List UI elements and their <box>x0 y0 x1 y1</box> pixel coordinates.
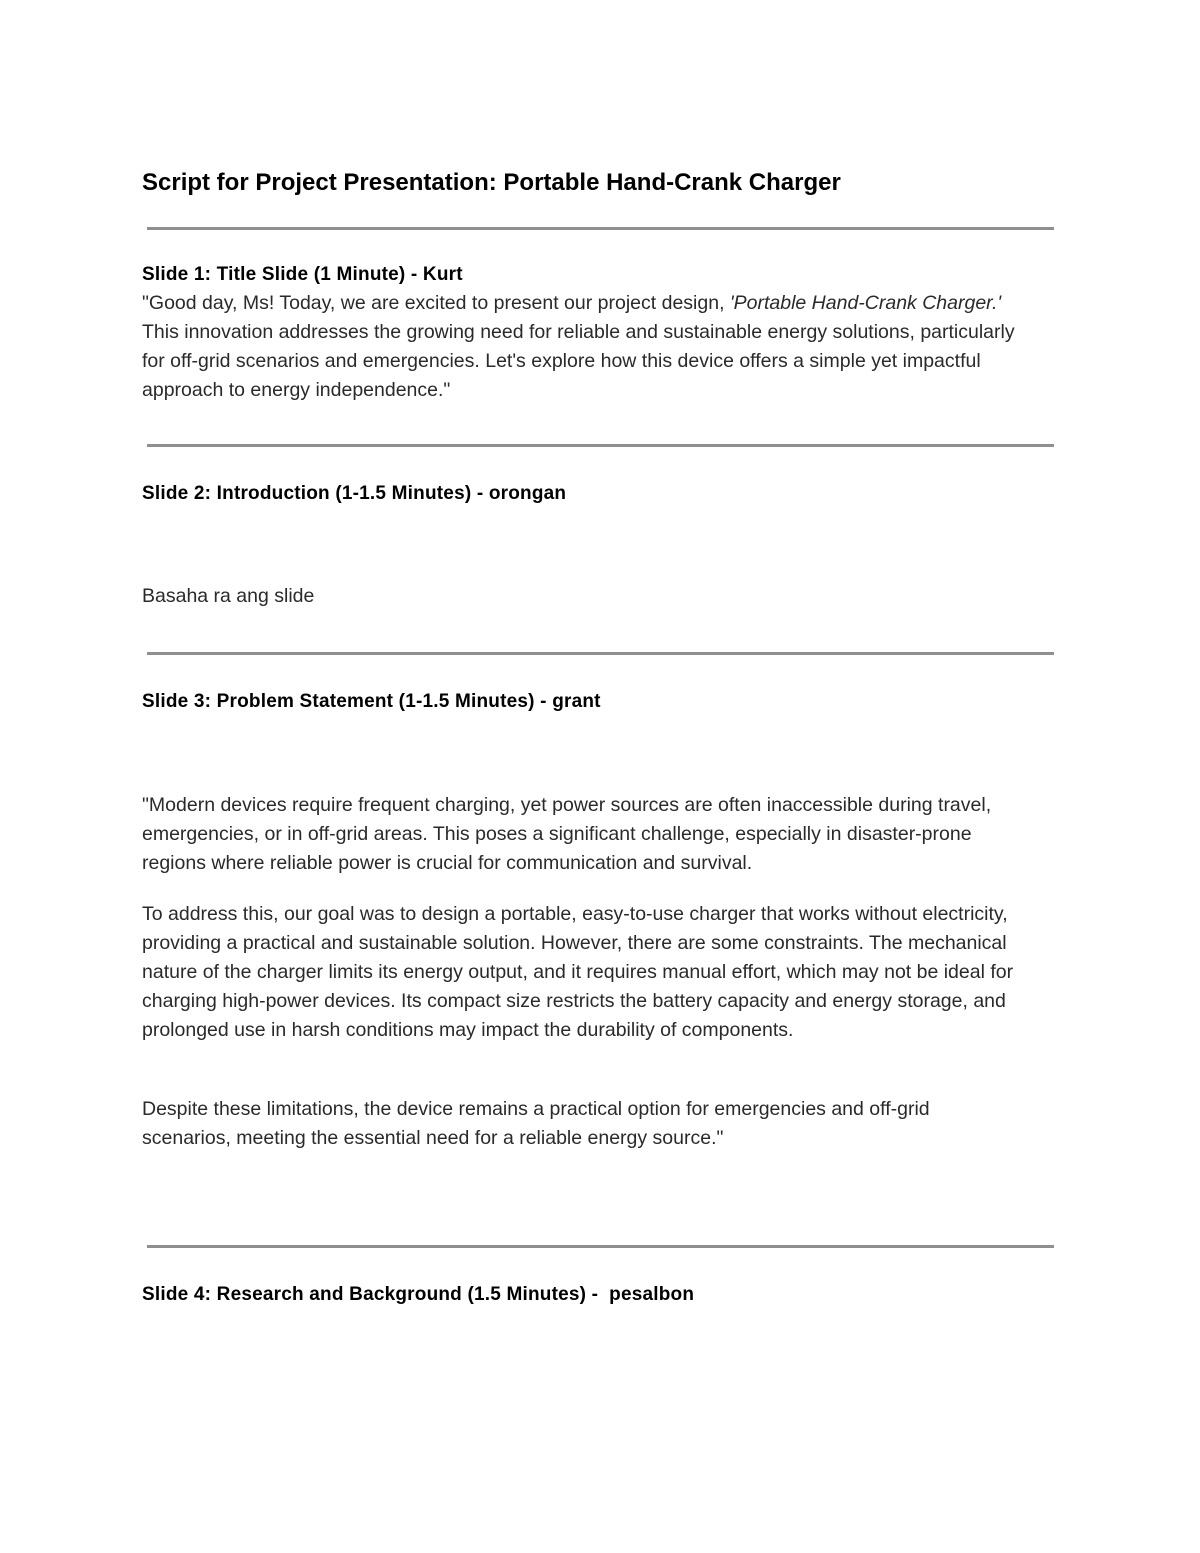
slide-1-heading: Slide 1: Title Slide (1 Minute) - Kurt <box>142 264 463 285</box>
slide-3-paragraph-1: "Modern devices require frequent charging, yet power sources are often inaccessible during travel, emergencies, or in off-grid areas. This poses a significant challenge, especially in disaster-prone regions where reliable power is crucial for communication and survival. <box>142 794 992 874</box>
horizontal-rule <box>147 227 1054 230</box>
slide-1-body-lead: "Good day, Ms! Today, we are excited to present our project design, <box>142 292 730 314</box>
slide-3-heading: Slide 3: Problem Statement (1-1.5 Minutes) - grant <box>142 691 601 712</box>
slide-1-body <box>142 289 1022 405</box>
horizontal-rule <box>147 444 1054 447</box>
slide-1-body-rest: This innovation addresses the growing need for reliable and sustainable energy solutions, particularly for off-grid scenarios and emergencies. Let's explore how this device offers a simple yet impactful approach to energy independence." <box>142 321 1015 401</box>
slide-2-body: Basaha ra ang slide <box>142 585 315 607</box>
horizontal-rule <box>147 652 1054 655</box>
document-title: Script for Project Presentation: Portable Hand-Crank Charger <box>142 169 841 196</box>
slide-2-heading: Slide 2: Introduction (1-1.5 Minutes) - orongan <box>142 483 567 504</box>
slide-4-heading: Slide 4: Research and Background (1.5 Minutes) - pesalbon <box>142 1284 695 1305</box>
slide-3-paragraph-3: Despite these limitations, the device remains a practical option for emergencies and off-grid scenarios, meeting the essential need for a reliable energy source." <box>142 1098 930 1149</box>
slide-1-project-name: 'Portable Hand-Crank Charger.' <box>729 292 1002 314</box>
horizontal-rule <box>147 1245 1054 1248</box>
slide-3-paragraph-2: To address this, our goal was to design a portable, easy-to-use charger that works without electricity, providing a practical and sustainable solution. However, there are some constraints. The mechanical nature of the charger limits its energy output, and it requires manual effort, which may not be ideal for charging high-power devices. Its compact size restricts the battery capacity and energy storage, and prolonged use in harsh conditions may impact the durability of components. <box>142 903 1014 1041</box>
